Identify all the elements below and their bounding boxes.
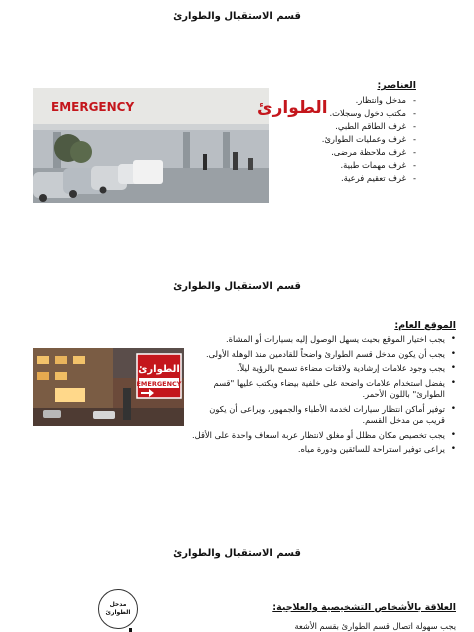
photo2-sign-en: EMERGENCY [136,380,182,388]
photo2-sign-ar: الطوارئ [138,364,180,375]
emergency-building-image [33,88,328,203]
section3-title: قسم الاستقبال والطوارئ [173,548,301,559]
list-item: - مدخل وانتظار. [300,94,416,107]
list-item: • توفير أماكن انتظار سيارات لخدمة الأطباء والجمهور، ويراعى أن يكون قريب من مدخل القسم. [190,404,456,427]
section2-list [190,334,456,459]
section2-title: قسم الاستقبال والطوارئ [173,281,301,292]
list-item: • يراعى توفير استراحة للسائقين ودورة مياه. [190,444,456,455]
emergency-entrance-photo [33,88,328,203]
photo1-sign-en: EMERGENCY [51,100,135,114]
diagram-label: مدخل الطوارئ [105,601,131,616]
section1-heading: العناصر: [377,80,416,91]
list-item: - غرف مهمات طبية. [300,159,416,172]
list-item: • يجب أن يكون مدخل قسم الطوارئ واضحاً للقادمين منذ الوهلة الأولى. [190,349,456,360]
diagram-connector-line [129,628,132,632]
list-item: - غرف ملاحظة مرضى. [300,146,416,159]
section1-list [300,94,416,185]
list-item: - غرف تعقيم فرعية. [300,172,416,185]
list-item: • يفضل استخدام علامات واضحة على خلفية بيضاء ويكتب عليها "قسم الطوارئ" باللون الأحمر. [190,378,456,401]
section3-partial-line: يجب سهولة اتصال قسم الطوارئ بقسم الأشعة [294,621,456,631]
section2-heading: الموقع العام: [394,320,456,331]
emergency-sign-image [33,348,184,426]
emergency-entrance-diagram [98,589,138,629]
list-item: • يجب وجود علامات إرشادية ولافتات مضاءة تسمح بالرؤية ليلاً. [190,363,456,374]
section3-heading: العلاقة بالأشخاص التشخيصية والعلاجية: [272,602,456,613]
section1-title: قسم الاستقبال والطوارئ [173,11,301,22]
photo1-sign-ar: الطوارئ [257,98,328,118]
list-item: • يجب اختيار الموقع بحيث يسهل الوصول إليه بسيارات أو المشاة. [190,334,456,345]
emergency-sign-photo [33,348,184,426]
list-item: - غرف الطاقم الطبي. [300,120,416,133]
list-item: - غرف وعمليات الطوارئ. [300,133,416,146]
list-item: • يجب تخصيص مكان مظلل أو مغلق لانتظار عربة اسعاف واحدة على الأقل. [190,430,456,441]
list-item: - مكتب دخول وسجلات. [300,107,416,120]
